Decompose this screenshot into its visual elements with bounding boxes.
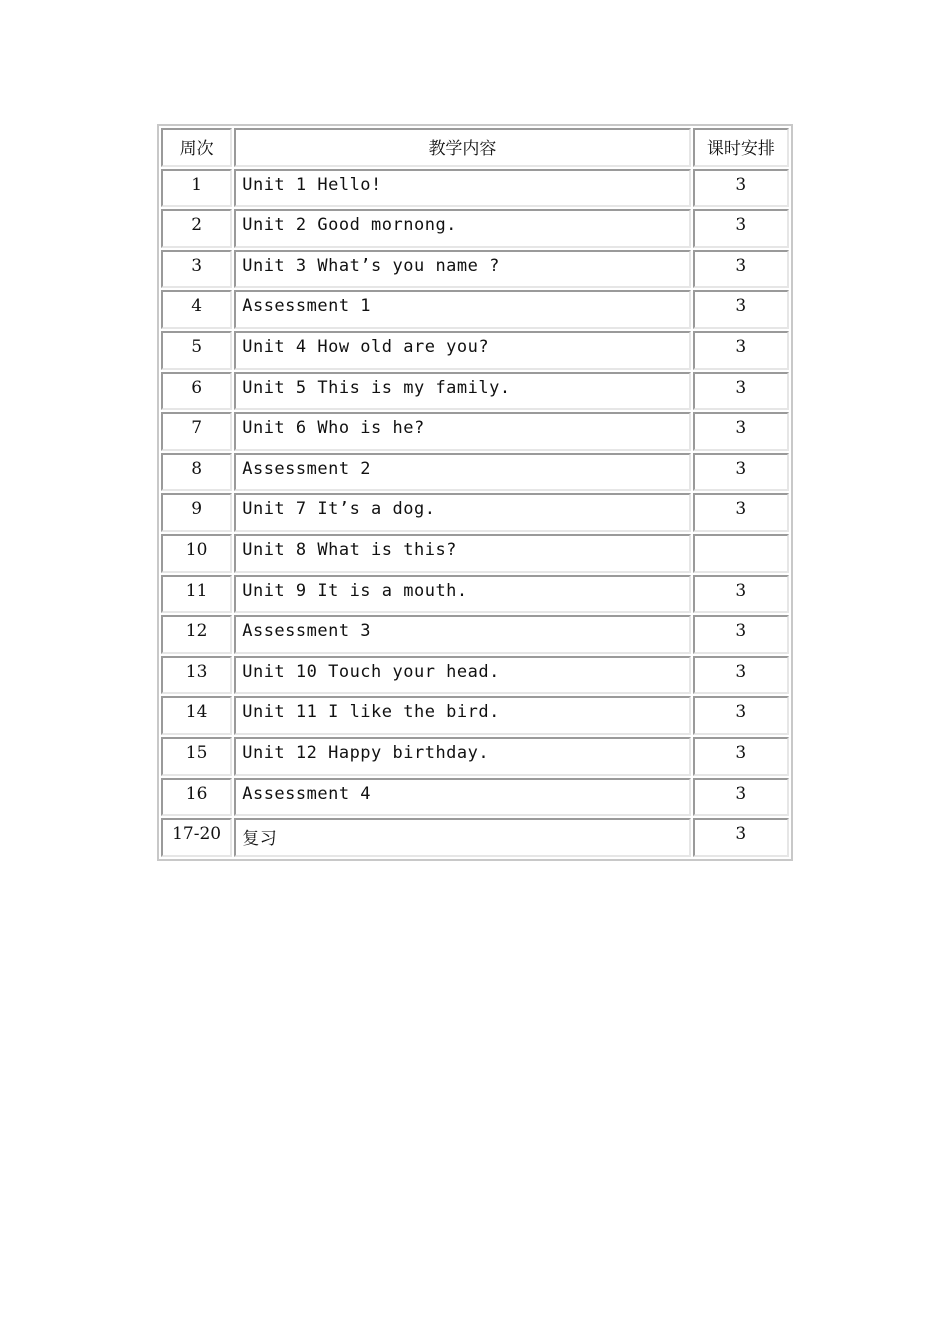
cell-content: Unit 11 I like the bird. — [234, 696, 690, 735]
cell-week: 14 — [161, 696, 232, 735]
cell-content: Assessment 4 — [234, 778, 690, 817]
table-row — [161, 250, 789, 289]
cell-hours: 3 — [693, 290, 789, 329]
cell-content: Unit 8 What is this? — [234, 534, 690, 573]
cell-content: Unit 6 Who is he? — [234, 412, 690, 451]
cell-week: 13 — [161, 656, 232, 695]
table-row — [161, 331, 789, 370]
table-row — [161, 818, 789, 857]
cell-content: Unit 1 Hello! — [234, 169, 690, 208]
teaching-schedule-table — [157, 124, 793, 861]
cell-hours — [693, 534, 789, 573]
header-week: 周次 — [161, 128, 232, 167]
table-row — [161, 696, 789, 735]
cell-week: 16 — [161, 778, 232, 817]
table-row — [161, 412, 789, 451]
cell-content: Assessment 3 — [234, 615, 690, 654]
cell-week: 1 — [161, 169, 232, 208]
cell-hours: 3 — [693, 493, 789, 532]
cell-week: 15 — [161, 737, 232, 776]
cell-content: Unit 3 What’s you name ? — [234, 250, 690, 289]
cell-hours: 3 — [693, 169, 789, 208]
cell-content: Unit 9 It is a mouth. — [234, 575, 690, 614]
cell-hours: 3 — [693, 331, 789, 370]
cell-hours: 3 — [693, 250, 789, 289]
table-row — [161, 169, 789, 208]
cell-hours: 3 — [693, 453, 789, 492]
cell-hours: 3 — [693, 575, 789, 614]
table-row — [161, 209, 789, 248]
cell-hours: 3 — [693, 696, 789, 735]
cell-week: 10 — [161, 534, 232, 573]
cell-hours: 3 — [693, 209, 789, 248]
header-content: 教学内容 — [234, 128, 690, 167]
cell-content: 复习 — [234, 818, 690, 857]
table-row — [161, 534, 789, 573]
cell-week: 17-20 — [161, 818, 232, 857]
cell-content: Assessment 1 — [234, 290, 690, 329]
table-header-row — [161, 128, 789, 167]
table-row — [161, 493, 789, 532]
cell-week: 4 — [161, 290, 232, 329]
cell-hours: 3 — [693, 412, 789, 451]
cell-week: 12 — [161, 615, 232, 654]
cell-week: 2 — [161, 209, 232, 248]
cell-hours: 3 — [693, 737, 789, 776]
cell-content: Unit 5 This is my family. — [234, 372, 690, 411]
table-row — [161, 615, 789, 654]
cell-hours: 3 — [693, 615, 789, 654]
schedule-table — [159, 126, 791, 859]
cell-week: 8 — [161, 453, 232, 492]
cell-hours: 3 — [693, 818, 789, 857]
cell-week: 3 — [161, 250, 232, 289]
table-row — [161, 453, 789, 492]
table-row — [161, 737, 789, 776]
table-row — [161, 290, 789, 329]
cell-hours: 3 — [693, 778, 789, 817]
cell-content: Assessment 2 — [234, 453, 690, 492]
cell-content: Unit 7 It’s a dog. — [234, 493, 690, 532]
table-row — [161, 575, 789, 614]
cell-content: Unit 2 Good mornong. — [234, 209, 690, 248]
cell-content: Unit 4 How old are you? — [234, 331, 690, 370]
table-row — [161, 778, 789, 817]
cell-week: 7 — [161, 412, 232, 451]
cell-hours: 3 — [693, 372, 789, 411]
header-hours: 课时安排 — [693, 128, 789, 167]
cell-hours: 3 — [693, 656, 789, 695]
table-row — [161, 656, 789, 695]
cell-content: Unit 10 Touch your head. — [234, 656, 690, 695]
cell-week: 5 — [161, 331, 232, 370]
table-body — [161, 169, 789, 857]
cell-content: Unit 12 Happy birthday. — [234, 737, 690, 776]
cell-week: 11 — [161, 575, 232, 614]
cell-week: 6 — [161, 372, 232, 411]
cell-week: 9 — [161, 493, 232, 532]
table-row — [161, 372, 789, 411]
